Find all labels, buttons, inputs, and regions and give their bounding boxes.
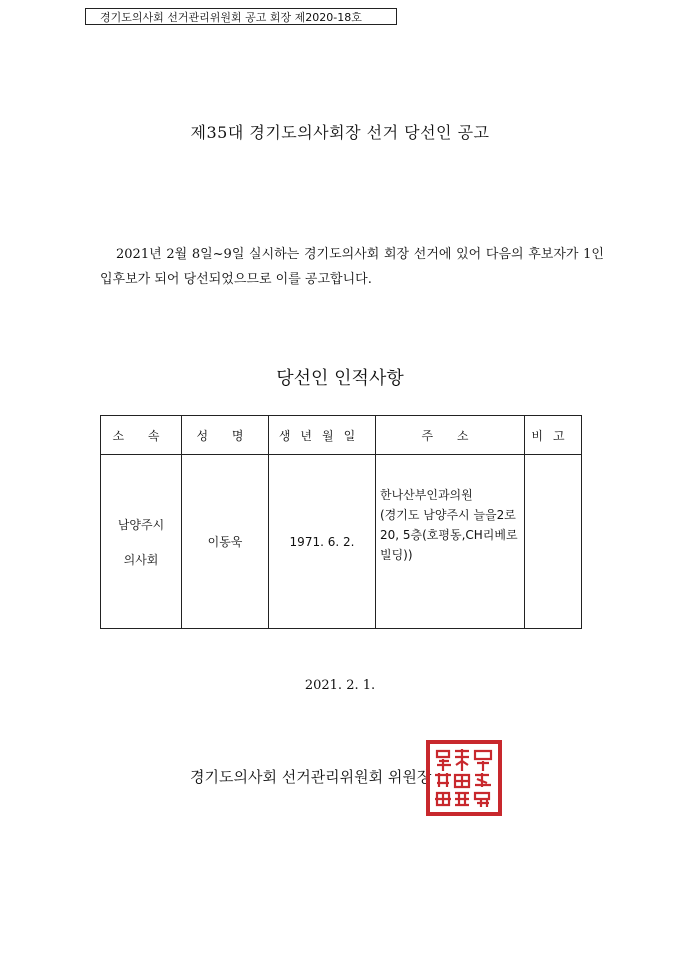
page-title: 제35대 경기도의사회장 선거 당선인 공고 [190,123,490,142]
header-address: 주 소 [376,416,525,455]
section-subtitle: 당선인 인적사항 [276,368,404,389]
winner-info-table [100,415,582,629]
address-line2: (경기도 남양주시 늘을2로 20, 5층(호평동,CH리베로빌딩)) [380,508,518,562]
cell-name: 이동욱 [182,455,269,629]
affiliation-line2: 의사회 [123,552,159,567]
header-remarks: 비고 [525,416,582,455]
header-affiliation: 소 속 [101,416,182,455]
table-row [101,455,582,629]
affiliation-line1: 남양주시 [117,517,165,532]
official-seal-icon [425,739,503,817]
cell-affiliation [101,455,182,629]
address-line1: 한나산부인과의원 [380,488,473,502]
cell-address [376,455,525,629]
header-name: 성 명 [182,416,269,455]
cell-birth-date: 1971. 6. 2. [269,455,376,629]
header-birth-date: 생년월일 [269,416,376,455]
announcement-date: 2021. 2. 1. [304,678,376,693]
notice-number-box: 경기도의사회 선거관리위원회 공고 회장 제2020-18호 [85,8,397,25]
announcement-body: 2021년 2월 8일~9일 실시하는 경기도의사회 회장 선거에 있어 다음의 후보자가 1인 입후보가 되어 당선되었으므로 이를 공고합니다. [100,247,604,287]
signer-title: 경기도의사회 선거관리위원회 위원장 [190,768,432,786]
cell-remarks [525,455,582,629]
table-header-row [101,416,582,455]
